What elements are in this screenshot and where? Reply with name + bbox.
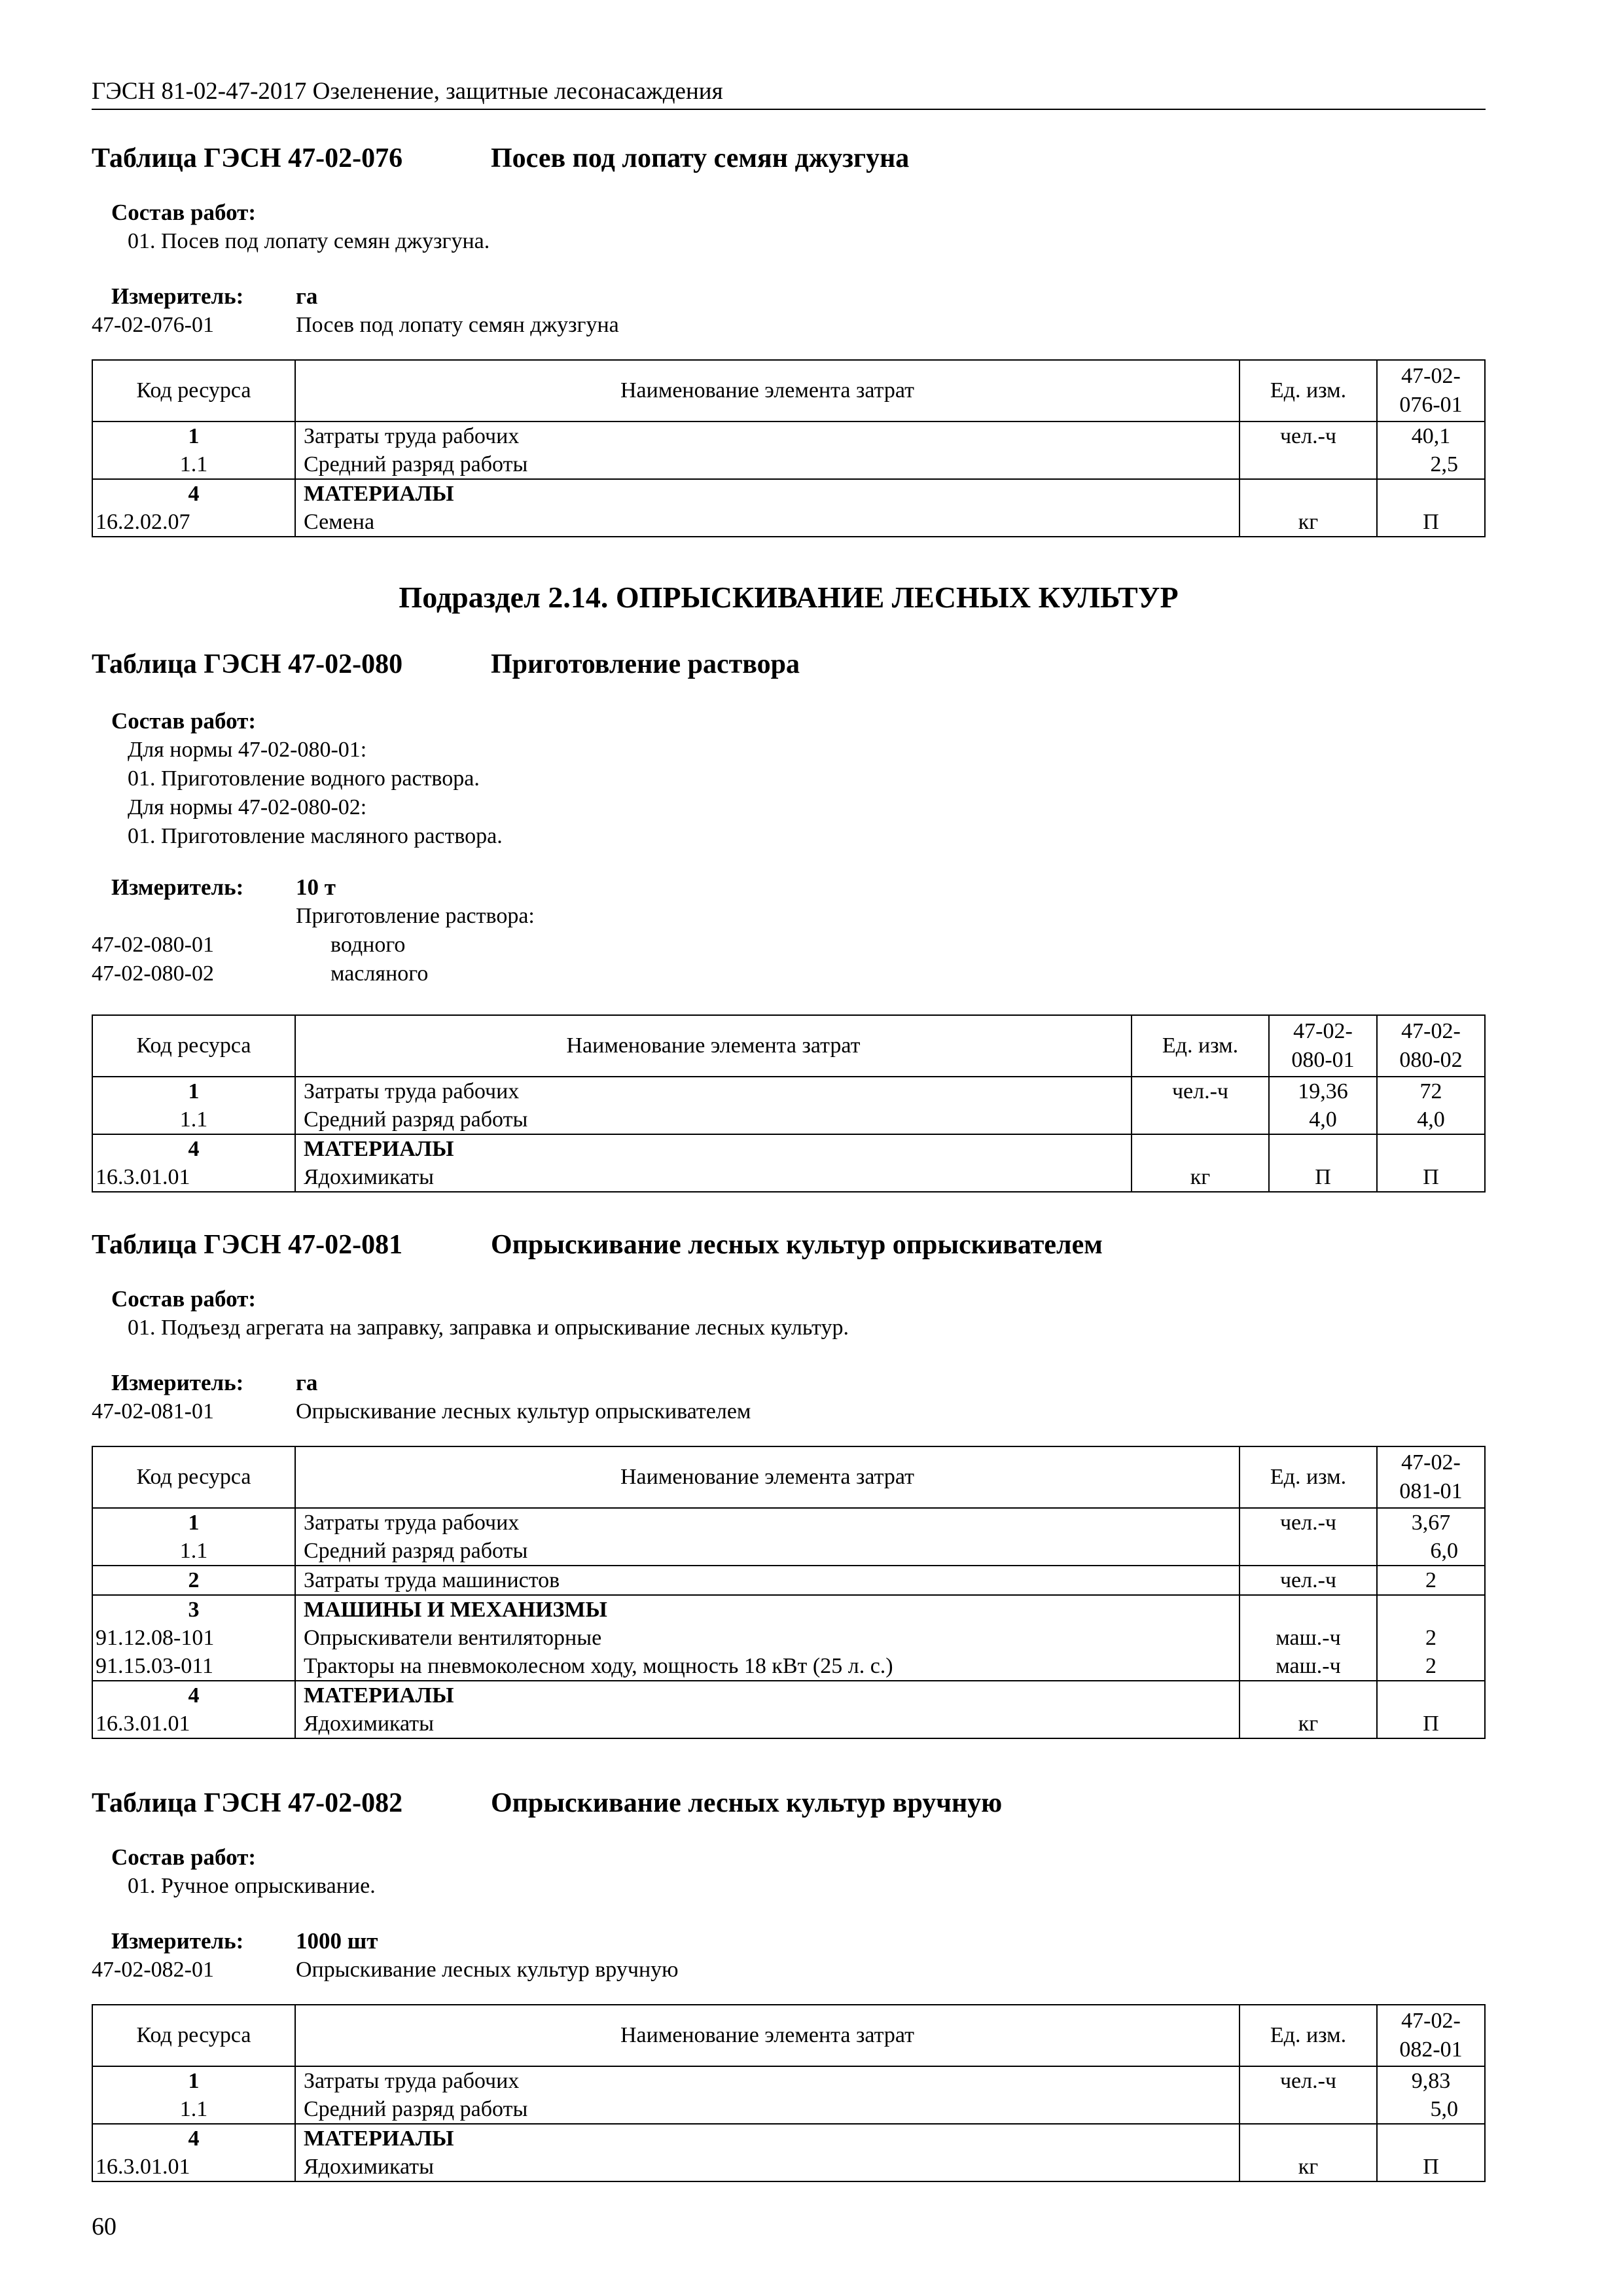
measure-row <box>92 1927 1486 1956</box>
table-code: Таблица ГЭСН 47-02-081 <box>92 1230 403 1260</box>
table-row <box>92 1537 1485 1566</box>
table-cell: 1 <box>92 2066 295 2095</box>
table-name: Приготовление раствора <box>491 649 800 679</box>
col-header-code: Код ресурса <box>92 1015 295 1077</box>
norm-row <box>92 1397 1486 1426</box>
table-cell: кг <box>1240 2153 1377 2181</box>
col-header-unit: Ед. изм. <box>1240 1446 1377 1508</box>
table-cell: Средний разряд работы <box>295 2095 1240 2124</box>
norm-name: Опрыскивание лесных культур вручную <box>296 1958 679 1982</box>
table-cell: Затраты труда машинистов <box>295 1566 1240 1595</box>
running-header: ГЭСН 81-02-47-2017 Озеленение, защитные лесонасаждения <box>92 77 1486 110</box>
col-header-norm: 47-02- 080-02 <box>1377 1015 1485 1077</box>
table-row <box>92 450 1485 479</box>
table-cell: 1 <box>92 1508 295 1537</box>
table-cell: Средний разряд работы <box>295 1105 1132 1134</box>
table-cell: 1.1 <box>92 450 295 479</box>
col-header-name: Наименование элемента затрат <box>295 1446 1240 1508</box>
table-cell <box>1377 479 1485 508</box>
table-cell: 2,5 <box>1377 450 1485 479</box>
table-cell: 19,36 <box>1269 1077 1377 1105</box>
table-cell: 1 <box>92 422 295 450</box>
table-cell: 2 <box>92 1566 295 1595</box>
table-cell: 4,0 <box>1269 1105 1377 1134</box>
table-cell: чел.-ч <box>1240 1508 1377 1537</box>
table-cell: Средний разряд работы <box>295 1537 1240 1566</box>
table-row <box>92 1077 1485 1105</box>
table-cell: кг <box>1240 1710 1377 1738</box>
table-cell: 6,0 <box>1377 1537 1485 1566</box>
section-47-02-082 <box>92 1785 1486 2182</box>
table-cell: 4 <box>92 2124 295 2153</box>
table-cell: Тракторы на пневмоколесном ходу, мощность 18 кВт (25 л. с.) <box>295 1652 1240 1681</box>
table-cell: чел.-ч <box>1132 1077 1269 1105</box>
measure-label: Измеритель: <box>111 1928 244 1954</box>
table-cell: 16.2.02.07 <box>92 508 295 537</box>
measure-unit: 10 т <box>296 874 336 900</box>
table-cell <box>1269 1134 1377 1163</box>
col-header-unit: Ед. изм. <box>1240 360 1377 422</box>
col-header-norm: 47-02- 080-01 <box>1269 1015 1377 1077</box>
norm-code: 47-02-080-01 <box>92 933 214 957</box>
table-row <box>92 1566 1485 1595</box>
norm-code: 47-02-076-01 <box>92 313 214 337</box>
subsection-heading: Подраздел 2.14. ОПРЫСКИВАНИЕ ЛЕСНЫХ КУЛЬТУР <box>399 581 1179 614</box>
col-header-name: Наименование элемента затрат <box>295 360 1240 422</box>
col-header-norm: 47-02- 082-01 <box>1377 2005 1485 2066</box>
measure-row <box>92 1369 1486 1397</box>
table-cell: Ядохимикаты <box>295 1710 1240 1738</box>
table-cell: 91.12.08-101 <box>92 1624 295 1652</box>
table-cell: 4 <box>92 1134 295 1163</box>
table-cell: 40,1 <box>1377 422 1485 450</box>
table-cell: чел.-ч <box>1240 2066 1377 2095</box>
table-cell: Ядохимикаты <box>295 2153 1240 2181</box>
table-row <box>92 2095 1485 2124</box>
page-number: 60 <box>92 2213 116 2240</box>
composition-label: Состав работ: <box>111 1844 256 1870</box>
composition-label: Состав работ: <box>111 708 256 734</box>
norm-row <box>92 311 1486 340</box>
norm-name: водного <box>330 933 406 957</box>
norm-table <box>92 1014 1486 1193</box>
col-header-norm: 47-02- 081-01 <box>1377 1446 1485 1508</box>
table-cell: МАТЕРИАЛЫ <box>295 2124 1240 2153</box>
norm-row <box>92 931 1486 960</box>
col-header-name: Наименование элемента затрат <box>295 1015 1132 1077</box>
table-cell: 3 <box>92 1595 295 1624</box>
table-cell: П <box>1269 1163 1377 1192</box>
table-cell <box>1132 1134 1269 1163</box>
table-cell: 2 <box>1377 1566 1485 1595</box>
table-cell: Опрыскиватели вентиляторные <box>295 1624 1240 1652</box>
col-header-code: Код ресурса <box>92 2005 295 2066</box>
norm-table <box>92 2004 1486 2182</box>
table-cell: кг <box>1132 1163 1269 1192</box>
table-row <box>92 2124 1485 2153</box>
table-code: Таблица ГЭСН 47-02-082 <box>92 1788 403 1818</box>
norm-name: масляного <box>330 961 429 986</box>
composition-item: Для нормы 47-02-080-02: <box>128 795 367 819</box>
table-cell: чел.-ч <box>1240 422 1377 450</box>
table-cell: Средний разряд работы <box>295 450 1240 479</box>
composition-label: Состав работ: <box>111 1286 256 1312</box>
measure-unit: 1000 шт <box>296 1928 378 1954</box>
table-cell <box>1240 2095 1377 2124</box>
table-cell: маш.-ч <box>1240 1652 1377 1681</box>
measure-row <box>92 282 1486 311</box>
table-cell: 4 <box>92 479 295 508</box>
table-cell: Затраты труда рабочих <box>295 2066 1240 2095</box>
norm-code: 47-02-080-02 <box>92 961 214 986</box>
table-row <box>92 479 1485 508</box>
col-header-name: Наименование элемента затрат <box>295 2005 1240 2066</box>
table-cell <box>1377 2124 1485 2153</box>
table-row <box>92 1134 1485 1163</box>
composition-item: Для нормы 47-02-080-01: <box>128 738 367 762</box>
table-row <box>92 422 1485 450</box>
col-header-norm: 47-02- 076-01 <box>1377 360 1485 422</box>
table-cell <box>1240 450 1377 479</box>
table-cell: П <box>1377 508 1485 537</box>
table-cell: 4,0 <box>1377 1105 1485 1134</box>
composition-item: 01. Ручное опрыскивание. <box>128 1874 376 1898</box>
table-cell: Затраты труда рабочих <box>295 1077 1132 1105</box>
table-cell: Затраты труда рабочих <box>295 1508 1240 1537</box>
table-cell: П <box>1377 1710 1485 1738</box>
table-cell: 3,67 <box>1377 1508 1485 1537</box>
norm-name: Посев под лопату семян джузгуна <box>296 313 619 337</box>
table-cell <box>1240 479 1377 508</box>
table-cell <box>1240 1681 1377 1710</box>
table-cell: кг <box>1240 508 1377 537</box>
table-name: Опрыскивание лесных культур опрыскивателем <box>491 1230 1103 1260</box>
table-cell: 9,83 <box>1377 2066 1485 2095</box>
table-cell: 16.3.01.01 <box>92 2153 295 2181</box>
measure-label: Измеритель: <box>111 1370 244 1395</box>
table-cell: 1.1 <box>92 1105 295 1134</box>
table-row <box>92 1508 1485 1537</box>
norm-name: Опрыскивание лесных культур опрыскивателем <box>296 1399 751 1424</box>
table-cell: чел.-ч <box>1240 1566 1377 1595</box>
norm-table <box>92 359 1486 537</box>
table-name: Опрыскивание лесных культур вручную <box>491 1788 1003 1818</box>
table-row <box>92 1624 1485 1652</box>
table-cell: 2 <box>1377 1652 1485 1681</box>
table-cell: Ядохимикаты <box>295 1163 1132 1192</box>
table-cell: МАТЕРИАЛЫ <box>295 1681 1240 1710</box>
table-row <box>92 1681 1485 1710</box>
table-code: Таблица ГЭСН 47-02-080 <box>92 649 403 679</box>
section-47-02-076 <box>92 141 1486 537</box>
norm-table <box>92 1446 1486 1739</box>
measure-label: Измеритель: <box>111 283 244 309</box>
table-cell: 2 <box>1377 1624 1485 1652</box>
table-title <box>92 1785 1486 1821</box>
composition-item: 01. Подъезд агрегата на заправку, заправка и опрыскивание лесных культур. <box>128 1316 849 1340</box>
norm-row <box>92 1956 1486 1984</box>
norm-code: 47-02-081-01 <box>92 1399 214 1424</box>
col-header-code: Код ресурса <box>92 360 295 422</box>
table-cell: 5,0 <box>1377 2095 1485 2124</box>
table-row <box>92 2066 1485 2095</box>
measure-sub-row <box>92 902 1486 931</box>
table-row <box>92 1710 1485 1738</box>
table-cell: 72 <box>1377 1077 1485 1105</box>
table-cell: 16.3.01.01 <box>92 1163 295 1192</box>
table-title <box>92 141 1486 176</box>
table-row <box>92 1163 1485 1192</box>
table-cell: П <box>1377 1163 1485 1192</box>
table-cell <box>1240 1537 1377 1566</box>
table-cell: 4 <box>92 1681 295 1710</box>
table-cell: 1.1 <box>92 2095 295 2124</box>
table-cell: 91.15.03-011 <box>92 1652 295 1681</box>
section-47-02-080 <box>92 647 1486 1193</box>
table-cell: МАШИНЫ И МЕХАНИЗМЫ <box>295 1595 1240 1624</box>
table-cell: П <box>1377 2153 1485 2181</box>
col-header-code: Код ресурса <box>92 1446 295 1508</box>
table-cell: 1 <box>92 1077 295 1105</box>
table-cell <box>1132 1105 1269 1134</box>
measure-sub: Приготовление раствора: <box>296 904 535 928</box>
table-cell: МАТЕРИАЛЫ <box>295 1134 1132 1163</box>
table-title <box>92 1227 1486 1263</box>
table-cell: МАТЕРИАЛЫ <box>295 479 1240 508</box>
table-cell: маш.-ч <box>1240 1624 1377 1652</box>
measure-label: Измеритель: <box>111 874 244 900</box>
table-cell: Затраты труда рабочих <box>295 422 1240 450</box>
table-cell <box>1240 2124 1377 2153</box>
table-title <box>92 647 1486 682</box>
composition-label: Состав работ: <box>111 200 256 225</box>
table-cell <box>1377 1595 1485 1624</box>
table-cell <box>1377 1681 1485 1710</box>
table-cell: 1.1 <box>92 1537 295 1566</box>
measure-unit: га <box>296 283 318 309</box>
composition-item: 01. Приготовление водного раствора. <box>128 766 480 791</box>
table-row <box>92 1105 1485 1134</box>
norm-code: 47-02-082-01 <box>92 1958 214 1982</box>
table-cell <box>1377 1134 1485 1163</box>
table-row <box>92 508 1485 537</box>
section-47-02-081 <box>92 1227 1486 1739</box>
composition-item: 01. Приготовление масляного раствора. <box>128 824 503 848</box>
table-cell: Семена <box>295 508 1240 537</box>
col-header-unit: Ед. изм. <box>1132 1015 1269 1077</box>
measure-row <box>92 873 1486 902</box>
table-row <box>92 1595 1485 1624</box>
table-row <box>92 1652 1485 1681</box>
table-code: Таблица ГЭСН 47-02-076 <box>92 143 403 173</box>
col-header-unit: Ед. изм. <box>1240 2005 1377 2066</box>
norm-row <box>92 960 1486 988</box>
table-cell: 16.3.01.01 <box>92 1710 295 1738</box>
table-row <box>92 2153 1485 2181</box>
table-cell <box>1240 1595 1377 1624</box>
composition-item: 01. Посев под лопату семян джузгуна. <box>128 229 490 253</box>
table-name: Посев под лопату семян джузгуна <box>491 143 910 173</box>
measure-unit: га <box>296 1370 318 1395</box>
